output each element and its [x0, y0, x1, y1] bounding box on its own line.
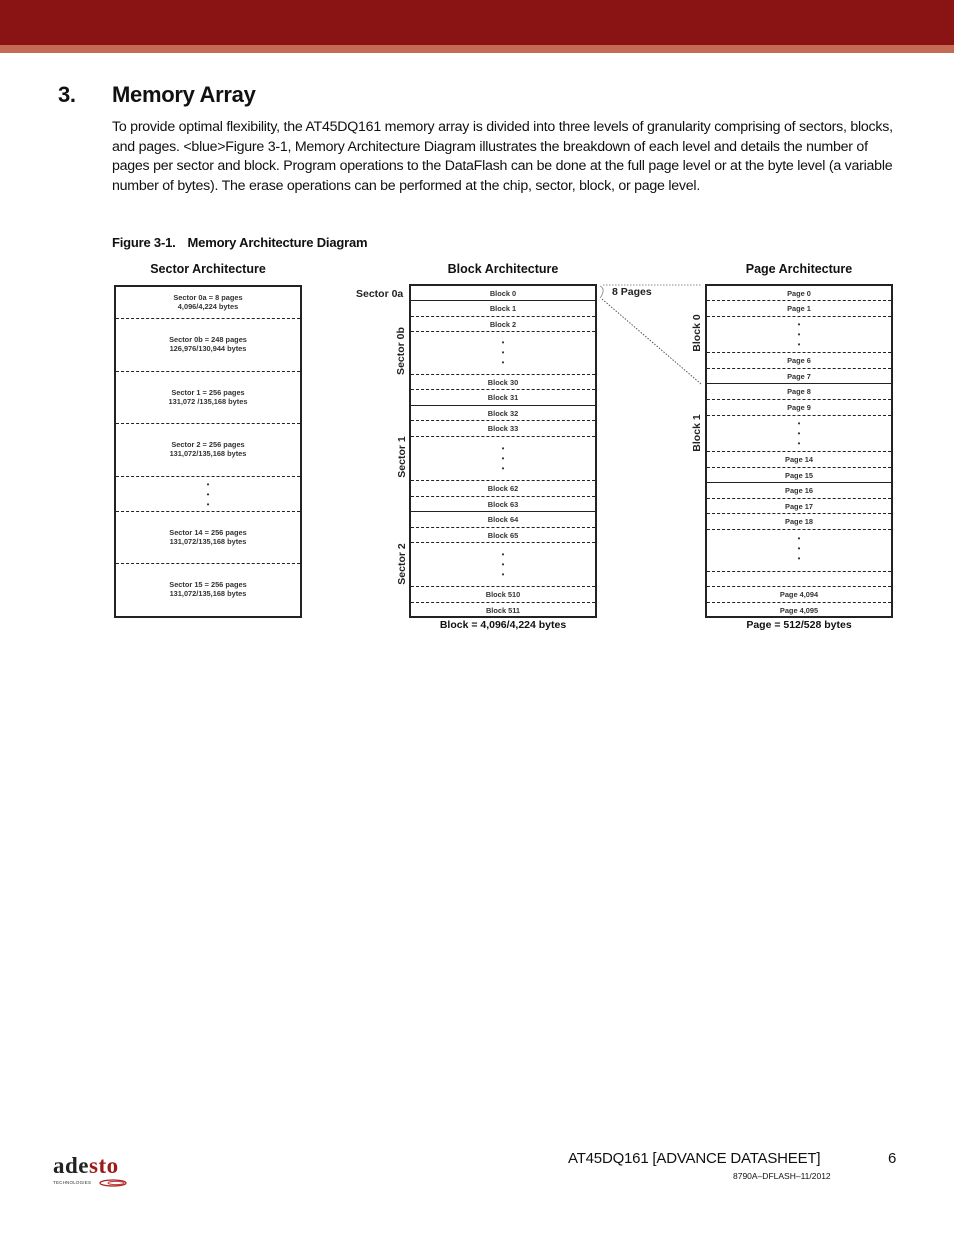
- page-row: Page 17: [785, 502, 813, 511]
- block-row: Block 510: [485, 590, 521, 599]
- page-row: Page 4,095: [779, 606, 819, 615]
- sector-1-label: Sector 1: [396, 436, 408, 478]
- page-row: Page 14: [785, 455, 813, 464]
- sector-architecture-title: Sector Architecture: [150, 262, 266, 276]
- block-row: Block 31: [487, 393, 519, 402]
- page-row: Page 15: [785, 471, 813, 480]
- ellipsis: • • •: [797, 320, 801, 349]
- page-row: Page 1: [787, 304, 811, 313]
- page-row: Page 4,094: [779, 590, 819, 599]
- page-row: Page 8: [787, 387, 811, 396]
- block-architecture-title: Block Architecture: [447, 262, 559, 276]
- ellipsis: • • •: [501, 338, 505, 367]
- document-title: AT45DQ161 [ADVANCE DATASHEET]: [568, 1150, 821, 1167]
- ellipsis: • • •: [797, 419, 801, 448]
- figure-title: Memory Architecture Diagram: [187, 235, 368, 250]
- figure-caption: [112, 235, 367, 250]
- block-row: Block 1: [489, 304, 517, 313]
- block-row: Block 511: [485, 606, 521, 615]
- sector-row: Sector 0b = 248 pages 126,976/130,944 bytes: [169, 335, 247, 353]
- page-row: Page 18: [785, 517, 813, 526]
- block-size-caption: Block = 4,096/4,224 bytes: [439, 619, 567, 631]
- section-number: 3.: [58, 82, 76, 107]
- sector-architecture-box: [114, 285, 302, 618]
- body-paragraph: To provide optimal flexibility, the AT45DQ161 memory array is divided into three levels of granularity comprising of sectors, blocks, and pages. <blue>Figure 3-1, Memory Architecture Diagram illustrates the breakdown of each level and details the number of pages per sector and block. Program operations to the DataFlash can be done at the full page level or at the byte level (a variable number of bytes). The erase operations can be performed at the chip, sector, block, or page level.: [112, 119, 893, 194]
- ellipsis: • • •: [206, 480, 210, 509]
- block-row: Block 64: [487, 515, 519, 524]
- block-row: Block 2: [489, 320, 517, 329]
- page-number: 6: [888, 1150, 897, 1167]
- eight-pages-label: 8 Pages: [612, 286, 652, 298]
- page-row: Page 0: [787, 289, 811, 298]
- logo-subtitle: TECHNOLOGIES: [53, 1179, 138, 1187]
- sector-2-label: Sector 2: [396, 543, 408, 585]
- block-row: Block 32: [487, 409, 519, 418]
- page-row: Page 7: [787, 372, 811, 381]
- page-size-caption: Page = 512/528 bytes: [746, 619, 852, 631]
- block-architecture-box: [409, 284, 597, 618]
- ellipsis: • • •: [797, 534, 801, 563]
- figure-number: Figure 3-1.: [112, 235, 176, 250]
- block-row: Block 0: [489, 289, 517, 298]
- adesto-logo: adesto TECHNOLOGIES: [53, 1155, 138, 1190]
- sector-row: Sector 2 = 256 pages 131,072/135,168 bytes: [169, 440, 247, 458]
- block-row: Block 62: [487, 484, 519, 493]
- logo-swoosh-icon: [95, 1179, 127, 1187]
- document-code: 8790A–DFLASH–11/2012: [733, 1171, 831, 1181]
- block-row: Block 33: [487, 424, 519, 433]
- page-architecture-title: Page Architecture: [745, 262, 853, 276]
- page-row: Page 6: [787, 356, 811, 365]
- sector-row: Sector 0a = 8 pages 4,096/4,224 bytes: [173, 293, 243, 311]
- block-row: Block 63: [487, 500, 519, 509]
- sector-0b-label: Sector 0b: [395, 327, 407, 375]
- page-architecture-box: [705, 284, 893, 618]
- ellipsis: • • •: [501, 550, 505, 579]
- page-row: Page 9: [787, 403, 811, 412]
- header-bar: [0, 0, 954, 45]
- section-title: Memory Array: [112, 82, 256, 107]
- block-1-label: Block 1: [691, 414, 703, 452]
- page-row: Page 16: [785, 486, 813, 495]
- sector-row: Sector 14 = 256 pages 131,072/135,168 bytes: [169, 528, 247, 546]
- sector-row: Sector 1 = 256 pages 131,072 /135,168 bytes: [168, 388, 248, 406]
- sector-row: Sector 15 = 256 pages 131,072/135,168 bytes: [169, 580, 247, 598]
- ellipsis: • • •: [501, 444, 505, 473]
- block-row: Block 30: [487, 378, 519, 387]
- header-stripe: [0, 45, 954, 53]
- block-row: Block 65: [487, 531, 519, 540]
- sector-0a-label: Sector 0a: [356, 288, 404, 300]
- block-0-label: Block 0: [691, 314, 703, 352]
